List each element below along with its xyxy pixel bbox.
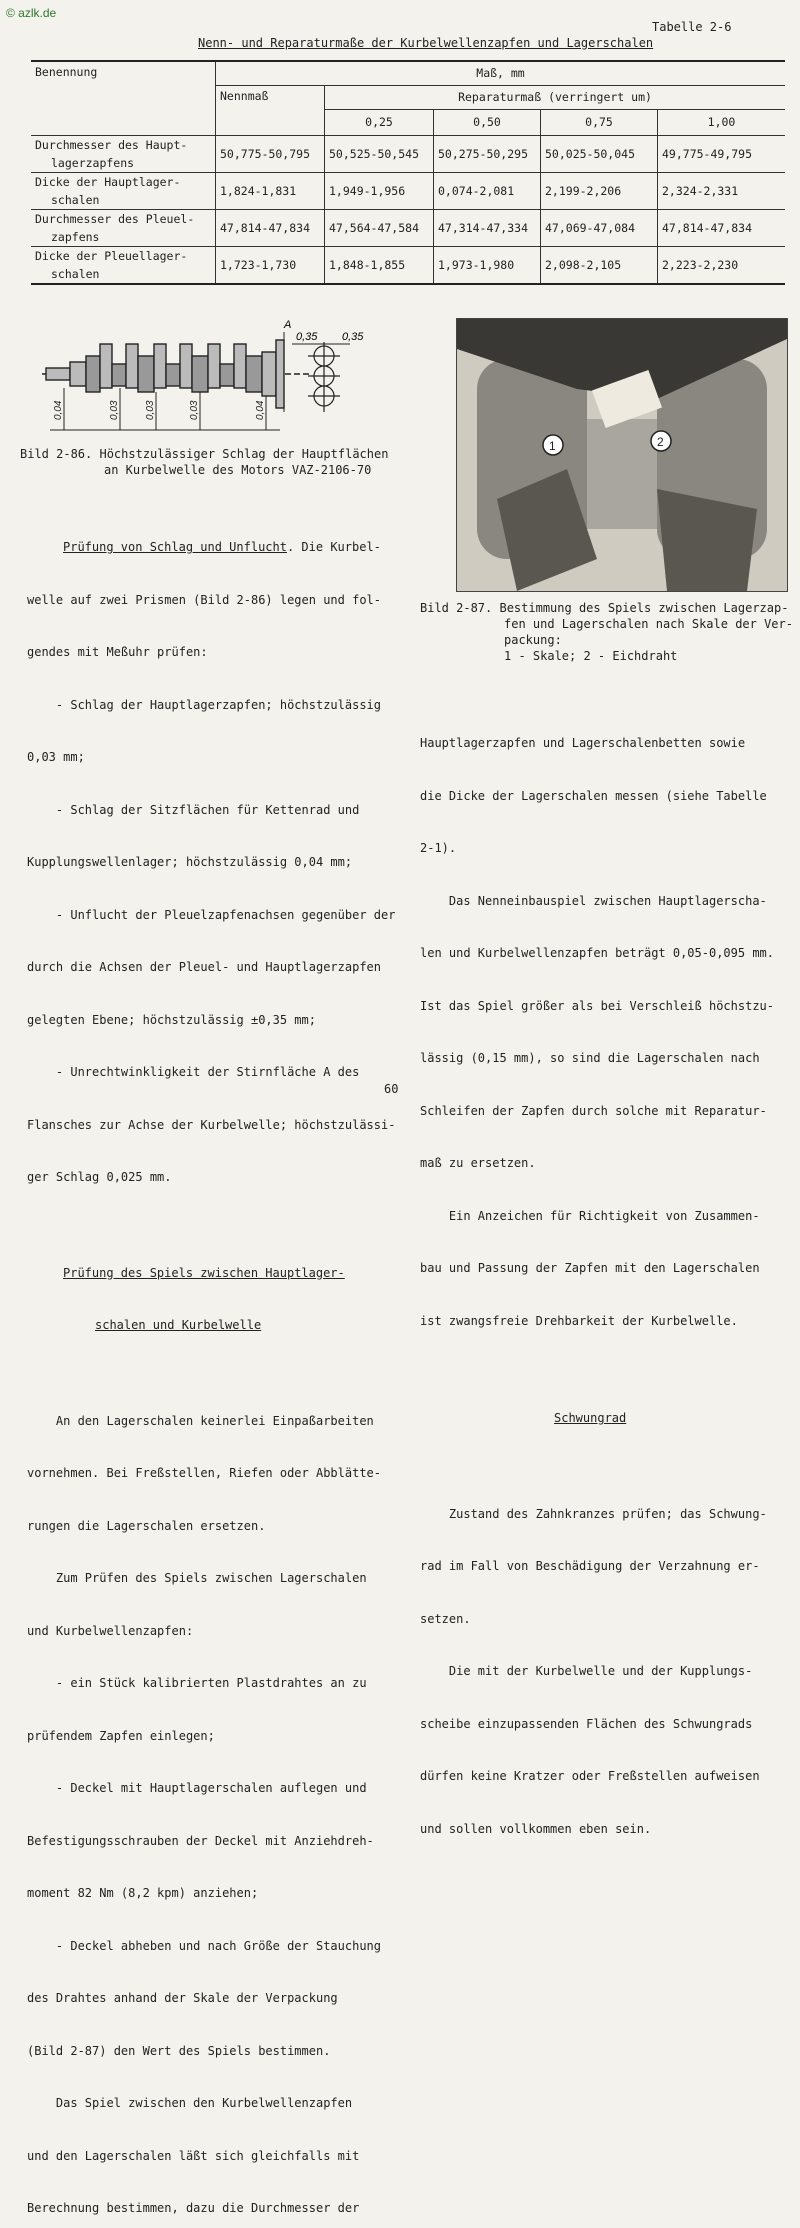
cell-value: 50,025-50,045: [541, 135, 658, 172]
cell-value: 2,324-2,331: [658, 172, 786, 209]
runout-label: 0,03: [109, 400, 120, 420]
cell-value: 0,074-2,081: [434, 172, 541, 209]
cell-value: 1,723-1,730: [216, 246, 325, 284]
header-benennung: Benennung: [31, 61, 216, 135]
marker-1: 1: [549, 439, 556, 453]
table-row: [31, 135, 785, 172]
cell-value: 47,564-47,584: [325, 209, 434, 246]
cell-value: 1,973-1,980: [434, 246, 541, 284]
fig86-caption: Bild 2-86. Höchstzulässiger Schlag der Hauptflächen an Kurbelwelle des Motors VAZ-2106-70: [20, 447, 389, 477]
page-number: 60: [384, 1082, 399, 1096]
header-mass: Maß, mm: [216, 61, 786, 85]
right-column-text: Hauptlagerzapfen und Lagerschalenbetten sowie die Dicke der Lagerschalen messen (siehe Tabelle 2-1). Das Nenneinbauspiel zwischen Hauptlagerscha- len und Kurbelwellenzapfen beträgt 0,05-0,095 mm. Ist das Spiel größer als bei Verschleiß höchstzu- lässig (0,15 mm), so sind die Lagerschalen nach Schleifen der Zapfen durch solche mit Reparatur- maß zu ersetzen. Ein Anzeichen für Richtigkeit von Zusammen- bau und Passung der Zapfen mit den Lagerschalen ist zwangsfreie Drehbarkeit der Kurbelwelle. Schwungrad Zustand des Zahnkranzes prüfen; das Schwung- rad im Fall von Beschädigung der Verzahnung er- setzen. Die mit der Kurbelwelle und der Kupplungs- scheibe einzupassenden Flächen des Schwungrads dürfen keine Kratzer oder Freßstellen aufweisen und sollen vollkommen eben sein.: [420, 700, 790, 1856]
cell-value: 1,949-1,956: [325, 172, 434, 209]
left-column-text: Prüfung von Schlag und Unflucht. Die Kurbel- welle auf zwei Prismen (Bild 2-86) legen und fol- gendes mit Meßuhr prüfen: - Schlag der Hauptlagerzapfen; höchstzulässig 0,03 mm; - Schlag der Sitzflächen für Kettenrad und Kupplungswellenlager; höchstzulässig 0,04 mm; - Unflucht der Pleuelzapfenachsen gegenüber der durch die Achsen der Pleuel- und Hauptlagerzapfen gelegten Ebene; höchstzulässig ±0,35 mm; - Unrechtwinkligkeit der Stirnfläche A des Flansches zur Achse der Kurbelwelle; höchstzulässi- ger Schlag 0,025 mm. Prüfung des Spiels zwischen Hauptlager- schalen und Kurbelwelle An den Lagerschalen keinerlei Einpaßarbeiten vornehmen. Bei Freßstellen, Riefen oder Abblätte- rungen die Lagerschalen ersetzen. Zum Prüfen des Spiels zwischen Lagerschalen und Kurbelwellenzapfen: - ein Stück kalibrierten Plastdrahtes an zu prüfendem Zapfen einlegen; - Deckel mit Hauptlagerschalen auflegen und Befestigungsschrauben der Deckel mit Anziehdreh- moment 82 Nm (8,2 kpm) anziehen; - Deckel abheben und nach Größe der Stauchung des Drahtes anhand der Skale der Verpackung (Bild 2-87) den Wert des Spiels bestimmen. Das Spiel zwischen den Kurbelwellenzapfen und den Lagerschalen läßt sich gleichfalls mit Berechnung bestimmen, dazu die Durchmesser der: [27, 504, 407, 2228]
cell-value: 50,275-50,295: [434, 135, 541, 172]
tolerance-label: 0,35: [296, 331, 318, 343]
marker-2: 2: [657, 435, 664, 449]
row-name: Durchmesser des Pleuel- zapfens: [31, 209, 216, 246]
row-name: Dicke der Hauptlager- schalen: [31, 172, 216, 209]
cell-value: 47,814-47,834: [658, 209, 786, 246]
cell-value: 2,223-2,230: [658, 246, 786, 284]
cell-value: 2,199-2,206: [541, 172, 658, 209]
table-row: [31, 172, 785, 209]
runout-label: 0,04: [255, 400, 266, 420]
crankshaft-runout-diagram: [40, 312, 376, 436]
row-name: Durchmesser des Haupt- lagerzapfens: [31, 135, 216, 172]
repair-step: 0,50: [434, 109, 541, 135]
dimensions-table: [31, 60, 785, 285]
cell-value: 47,069-47,084: [541, 209, 658, 246]
cell-value: 47,314-47,334: [434, 209, 541, 246]
section-heading-runout: Prüfung von Schlag und Unflucht. Die Kurbel-: [63, 540, 381, 554]
row-name: Dicke der Pleuellager- schalen: [31, 246, 216, 284]
table-title: Nenn- und Reparaturmaße der Kurbelwellenzapfen und Lagerschalen: [198, 36, 654, 50]
fig87-caption: Bild 2-87. Bestimmung des Spiels zwischen Lagerzap- fen und Lagerschalen nach Skale der Ver- packung: 1 - Skale; 2 - Eichdraht: [420, 601, 793, 663]
repair-step: 1,00: [658, 109, 786, 135]
bearing-clearance-photo: [456, 318, 788, 592]
watermark: © azlk.de: [6, 6, 57, 20]
runout-label: 0,03: [145, 400, 156, 420]
repair-step: 0,25: [325, 109, 434, 135]
cell-value: 50,525-50,545: [325, 135, 434, 172]
runout-label: 0,03: [189, 400, 200, 420]
cell-value: 47,814-47,834: [216, 209, 325, 246]
label-a: A: [284, 319, 292, 331]
cell-value: 2,098-2,105: [541, 246, 658, 284]
cell-value: 50,775-50,795: [216, 135, 325, 172]
section-heading-clearance: Prüfung des Spiels zwischen Hauptlager-: [63, 1265, 345, 1280]
cell-value: 49,775-49,795: [658, 135, 786, 172]
table-row: [31, 209, 785, 246]
cell-value: 1,824-1,831: [216, 172, 325, 209]
cell-value: 1,848-1,855: [325, 246, 434, 284]
repair-step: 0,75: [541, 109, 658, 135]
section-heading-clearance-2: schalen und Kurbelwelle: [95, 1318, 262, 1332]
table-row: [31, 246, 785, 284]
table-number: Tabelle 2-6: [652, 20, 732, 34]
tolerance-label: 0,35: [342, 331, 364, 343]
runout-label: 0,04: [53, 400, 64, 420]
header-reparaturmass: Reparaturmaß (verringert um): [325, 85, 786, 109]
section-heading-flywheel: Schwungrad: [554, 1411, 627, 1425]
header-nennmass: Nennmaß: [216, 85, 325, 135]
